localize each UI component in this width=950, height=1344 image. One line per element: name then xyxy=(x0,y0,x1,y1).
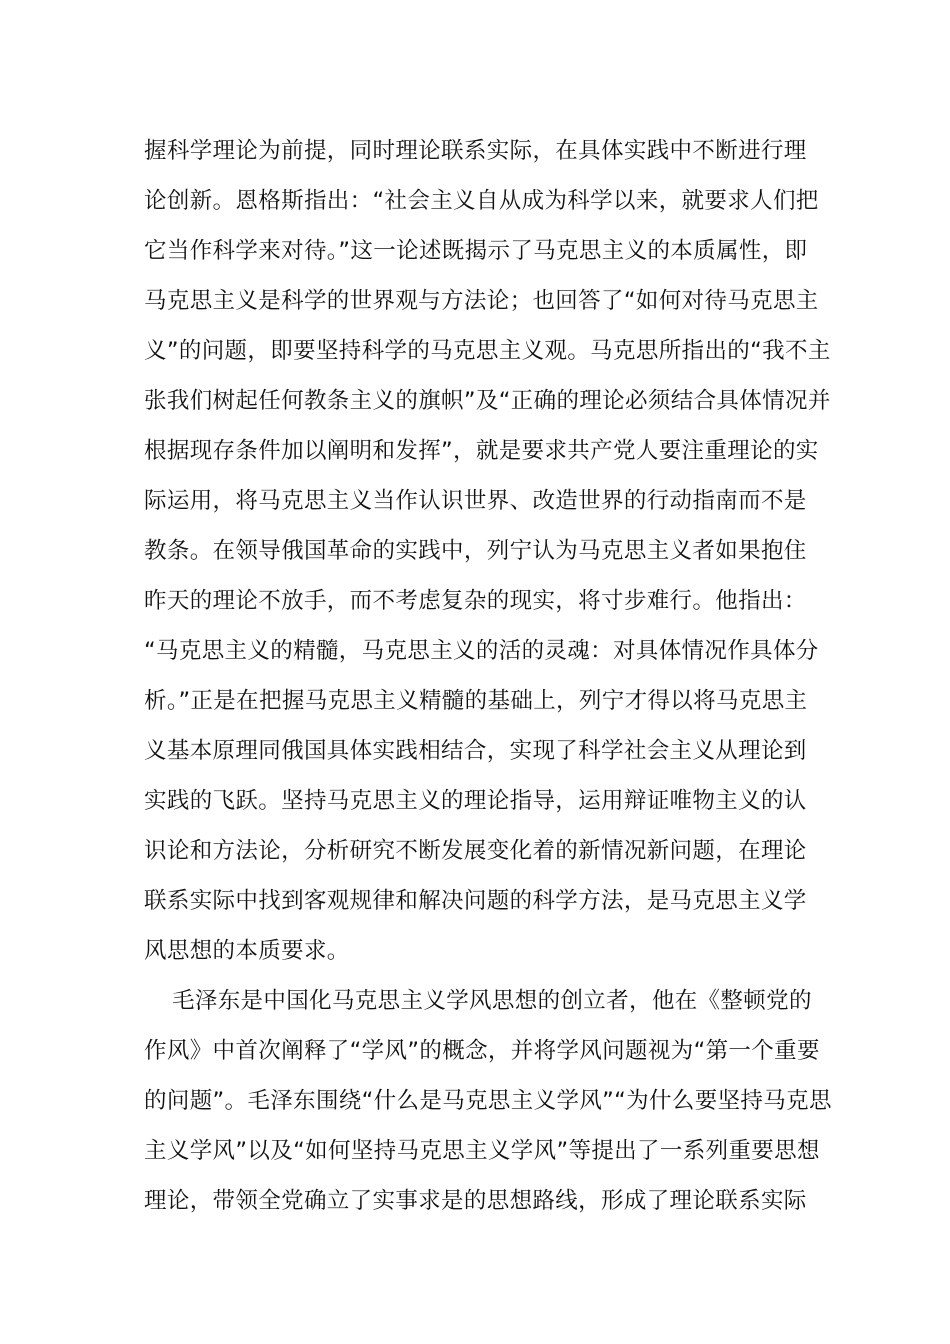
text-line: 义”的问题，即要坚持科学的马克思主义观。马克思所指出的“我不主 xyxy=(144,338,831,364)
text-line: 张我们树起任何教条主义的旗帜”及“正确的理论必须结合具体情况并 xyxy=(144,388,831,414)
text-line: “马克思主义的精髓，马克思主义的活的灵魂：对具体情况作具体分 xyxy=(144,638,819,664)
text-line: 实践的飞跃。坚持马克思主义的理论指导，运用辩证唯物主义的认 xyxy=(144,788,807,814)
text-line: 际运用，将马克思主义当作认识世界、改造世界的行动指南而不是 xyxy=(144,488,807,514)
text-line: 毛泽东是中国化马克思主义学风思想的创立者，他在《整顿党的 xyxy=(172,988,812,1014)
text-line: 握科学理论为前提，同时理论联系实际，在具体实践中不断进行理 xyxy=(144,138,807,164)
text-line: 的问题”。毛泽东围绕“什么是马克思主义学风”“为什么要坚持马克思 xyxy=(144,1088,832,1114)
text-line: 作风》中首次阐释了“学风”的概念，并将学风问题视为“第一个重要 xyxy=(144,1038,820,1064)
text-line: 理论，带领全党确立了实事求是的思想路线，形成了理论联系实际 xyxy=(144,1188,807,1214)
text-line: 联系实际中找到客观规律和解决问题的科学方法，是马克思主义学 xyxy=(144,888,807,914)
text-line: 它当作科学来对待。”这一论述既揭示了马克思主义的本质属性，即 xyxy=(144,238,808,264)
text-line: 根据现存条件加以阐明和发挥”，就是要求共产党人要注重理论的实 xyxy=(144,438,819,464)
text-line: 主义学风”以及“如何坚持马克思主义学风”等提出了一系列重要思想 xyxy=(144,1138,820,1164)
text-line: 识论和方法论，分析研究不断发展变化着的新情况新问题，在理论 xyxy=(144,838,807,864)
text-line: 论创新。恩格斯指出：“社会主义自从成为科学以来，就要求人们把 xyxy=(144,188,819,214)
document-body xyxy=(144,126,832,1226)
paragraph-marxist-theory xyxy=(144,126,831,976)
text-line: 义基本原理同俄国具体实践相结合，实现了科学社会主义从理论到 xyxy=(144,738,807,764)
text-line: 析。”正是在把握马克思主义精髓的基础上，列宁才得以将马克思主 xyxy=(144,688,808,714)
text-line: 昨天的理论不放手，而不考虑复杂的现实，将寸步难行。他指出： xyxy=(144,588,807,614)
paragraph-mao-zedong-study-style xyxy=(144,976,832,1226)
text-line: 风思想的本质要求。 xyxy=(144,938,350,964)
text-line: 教条。在领导俄国革命的实践中，列宁认为马克思主义者如果抱住 xyxy=(144,538,807,564)
text-line: 马克思主义是科学的世界观与方法论；也回答了“如何对待马克思主 xyxy=(144,288,819,314)
